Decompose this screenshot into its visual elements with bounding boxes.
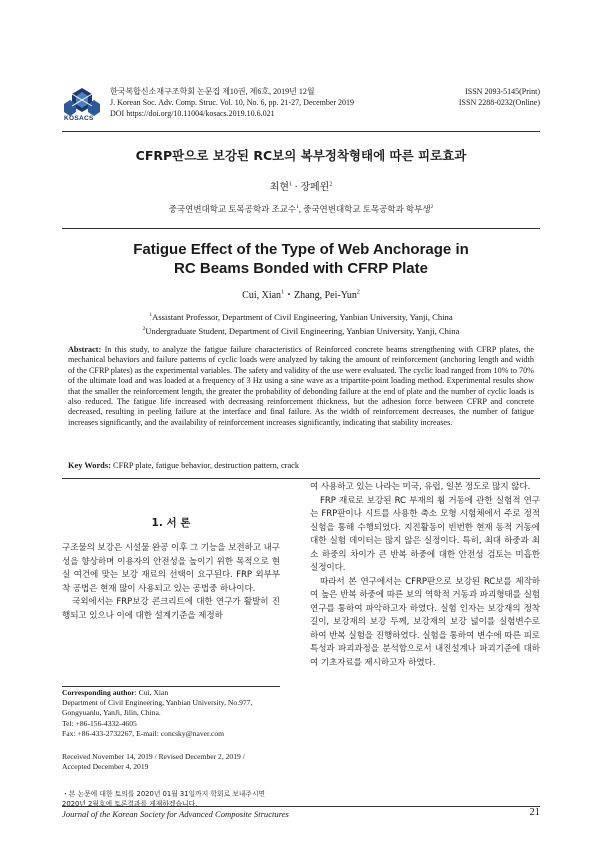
correspondence-address: Department of Civil Engineering, Yanbian University, No.977, Gongyuanlu, YanJi, Jilin, China. [62, 698, 253, 718]
affil-1-en-text: Assistant Professor, Department of Civil Engineering, Yanbian University, Yanji, China [152, 311, 453, 322]
author-separator-en: ・ [284, 290, 295, 301]
journal-name-ko: 한국복합신소재구조학회 논문집 제10권, 제6호, 2019년 12월 [110, 87, 315, 96]
footer-journal-name: Journal of the Korean Society for Advanced Composite Structures [62, 809, 289, 819]
accepted-date: Accepted December 4, 2019 [62, 762, 149, 772]
title-english-line-1: Fatigue Effect of the Type of Web Anchorage in [133, 241, 469, 258]
correspondence-divider [62, 686, 280, 687]
affil-1-en-sup: 1 [149, 312, 153, 318]
author-2-ko-sup: 2 [329, 181, 333, 188]
title-divider [62, 228, 540, 229]
authors-korean [62, 178, 540, 193]
affil-2-ko: 중국연변대학교 토목공학과 학부생 [303, 204, 431, 214]
keywords-text: CFRP plate, fatigue behavior, destruction pattern, crack [112, 461, 300, 470]
keywords [68, 461, 534, 470]
section-heading-introduction: 1. 서 론 [151, 517, 191, 529]
affiliation-english [62, 309, 540, 337]
affil-1-ko: 중국연변대학교 토목공학과 조교수 [168, 204, 297, 214]
page-number: 21 [529, 807, 540, 818]
left-column-body [62, 542, 280, 623]
title-english [62, 240, 540, 278]
affil-2-en-sup: 2 [142, 325, 146, 332]
author-2-ko: 장페윈 [300, 182, 330, 193]
author-separator-ko: · [292, 182, 301, 193]
correspondence-name: : Cui, Xian [134, 688, 169, 697]
author-1-en: Cui, Xian [242, 290, 282, 301]
keywords-label: Key Words: [68, 461, 111, 470]
left-paragraph-1: 구조물의 보강은 시설물 완공 이후 그 기능을 보전하고 내구성을 향상하며 이용자의 안전성을 높이기 위한 목적으로 현실 여건에 맞는 보강 재료의 선택이 요구된다. FRP 외부부착 공법은 현재 많이 사용되고 있는 공법중 하나이다. [62, 543, 280, 594]
issn-print: ISSN 2093-5145(Print) [465, 87, 540, 96]
affil-1-ko-sup: 1 [296, 204, 299, 211]
abstract-label: Abstract: [68, 345, 102, 354]
affil-1-en [62, 309, 540, 323]
abstract [68, 345, 534, 428]
discussion-note: ・본 논문에 대한 토의를 2020년 01월 31일까지 학회로 보내주시면 2020년 2월호에 토론결과를 게재하겠습니다. [62, 790, 266, 808]
doi-link[interactable]: DOI https://doi.org/10.11004/kosacs.2019.10.6.021 [110, 109, 275, 118]
journal-citation [110, 86, 354, 119]
title-korean: CFRP판으로 보강된 RC보의 복부정착형태에 따른 피로효과 [135, 148, 467, 163]
logo-label: KOSACS [64, 115, 94, 122]
correspondence-info [62, 688, 280, 739]
correspondence-label: Corresponding author [62, 688, 135, 697]
abstract-divider [62, 478, 540, 479]
author-2-en-sup: 2 [356, 289, 360, 296]
author-1-ko-sup: 1 [289, 181, 292, 188]
correspondence-fax-email[interactable]: Fax: +86-433-2732267, E-mail: concsky@naver.com [62, 728, 225, 738]
issn-block [459, 86, 540, 108]
correspondence-tel: Tel: +86-156-4332-4605 [62, 718, 137, 728]
author-2-en: Zhang, Pei-Yun [294, 290, 357, 301]
right-column-body [310, 481, 540, 670]
submission-dates [62, 752, 280, 772]
affil-2-ko-sup: 2 [430, 204, 434, 211]
affiliation-korean [62, 203, 540, 215]
affil-2-en [62, 323, 540, 337]
journal-header [62, 86, 540, 126]
title-english-line-2: RC Beams Bonded with CFRP Plate [174, 260, 428, 277]
abstract-text: In this study, to analyze the fatigue failure characteristics of Reinforced concrete beams strengthening with CFRP plates, the mechanical behaviors and failure patterns of cyclic loads were analyzed by taking the amount of reinforcement (anchoring length and width of the CFRP plates) as the experimental variables. The safety and validity of the use were evaluated. The cyclic load ranged from 10% to 70% of the ultimate load and was loaded at a frequency of 3 Hz using a sine wave as a tripartite-point loading method. Experimental results show that the smaller the reinforcement length, the greater the probability of debonding failure at the end of plate and the number of cyclic loads is also reduced. The fatigue life increased with decreasing reinforcement thickness, but the adhesion force between CFRP and concrete decreased, resulting in peeling failure at the interface and final failure. As the width of reinforcement decreases, the number of fatigue increases significantly, and the availability of reinforcement increases significantly, indicating that stability increases. [68, 345, 535, 427]
affil-separator-ko: , [298, 204, 304, 214]
footer-divider [62, 806, 540, 807]
authors-english [62, 286, 540, 301]
received-revised-dates: Received November 14, 2019 / Revised December 2, 2019 / [62, 752, 245, 761]
header-divider [62, 131, 540, 132]
affil-2-en-text: Undergraduate Student, Department of Civil Engineering, Yanbian University, Yanji, China [145, 325, 460, 336]
author-1-en-sup: 1 [281, 289, 285, 296]
issn-online: ISSN 2288-0232(Online) [458, 98, 540, 107]
right-paragraph-0: 여 사용하고 있는 나라는 미국, 유럽, 일본 정도로 많지 않다. [310, 482, 531, 492]
left-paragraph-2: 국외에서는 FRP보강 콘크리트에 대한 연구가 활발히 진행되고 있으나 이에 대한 설계기준을 제정하 [62, 597, 280, 621]
journal-name-en: J. Korean Soc. Adv. Comp. Struc. Vol. 10, No. 6, pp. 21-27, December 2019 [110, 98, 355, 107]
right-paragraph-1: FRP 재료로 보강된 RC 부재의 휨 거동에 관한 실험적 연구는 FRP판이나 시트를 사용한 축소 모형 시험체에서 주로 정적 실험을 통해 수행되었다. 지진활동이 빈번한 현재 동적 거동에 대한 실험 데이터는 많지 않은 실정이다. 특히, 최대 하중과 최소 하중의 차이가 큰 반복 하중에 대한 안전성 검토는 미흡한 실정이다. [310, 495, 540, 573]
right-paragraph-2: 따라서 본 연구에서는 CFRP판으로 보강된 RC보를 제작하여 높은 반복 하중에 따른 보의 역학적 거동과 파괴형태를 실험 연구를 통하여 파악하고자 하였다. 실험 인자는 보강재의 정착 길이, 보강재의 보강 두께, 보강재의 보강 넓이를 실험변수로 하여 반복 실험을 진행하였다. 실험을 통하여 변수에 따른 피로 특성과 파괴과정을 분석함으로서 내진설계나 파괴기준에 대하여 기초자료를 제시하고자 하였다. [310, 576, 540, 668]
author-1-ko: 최현 [269, 182, 289, 193]
